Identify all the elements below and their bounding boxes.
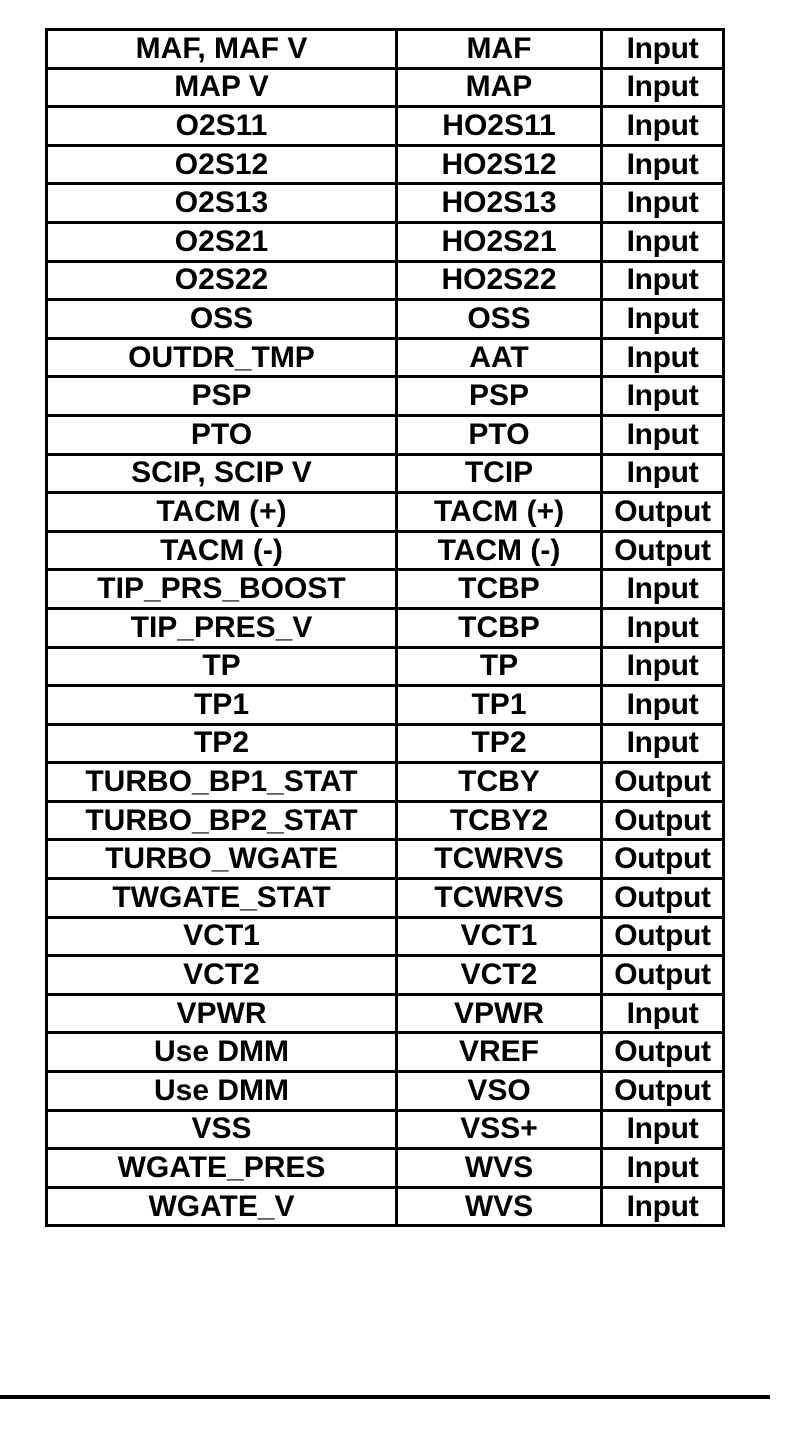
direction-cell: Input xyxy=(602,30,724,69)
pin-cell: TCWRVS xyxy=(397,879,602,918)
direction-cell: Output xyxy=(602,1072,724,1111)
table-row xyxy=(47,145,724,184)
direction-cell: Input xyxy=(602,377,724,416)
table-row xyxy=(47,840,724,879)
direction-cell: Input xyxy=(602,68,724,107)
table-row xyxy=(47,454,724,493)
table-row xyxy=(47,994,724,1033)
signal-cell: Use DMM xyxy=(47,1072,397,1111)
pin-cell: TCBP xyxy=(397,608,602,647)
direction-cell: Output xyxy=(602,956,724,995)
signal-cell: VCT2 xyxy=(47,956,397,995)
signal-cell: O2S12 xyxy=(47,145,397,184)
table-row xyxy=(47,531,724,570)
direction-cell: Output xyxy=(602,1033,724,1072)
pin-cell: VSO xyxy=(397,1072,602,1111)
signal-cell: TACM (-) xyxy=(47,531,397,570)
pin-cell: AAT xyxy=(397,338,602,377)
pin-cell: VREF xyxy=(397,1033,602,1072)
direction-cell: Input xyxy=(602,1149,724,1188)
signal-cell: TACM (+) xyxy=(47,493,397,532)
bottom-rule xyxy=(0,1395,770,1399)
pin-cell: WVS xyxy=(397,1149,602,1188)
direction-cell: Input xyxy=(602,1110,724,1149)
direction-cell: Input xyxy=(602,107,724,146)
pin-cell: TCIP xyxy=(397,454,602,493)
signal-cell: TP xyxy=(47,647,397,686)
direction-cell: Input xyxy=(602,724,724,763)
direction-cell: Input xyxy=(602,261,724,300)
table-row xyxy=(47,493,724,532)
direction-cell: Input xyxy=(602,686,724,725)
signal-cell: OUTDR_TMP xyxy=(47,338,397,377)
signal-cell: O2S22 xyxy=(47,261,397,300)
table-row xyxy=(47,763,724,802)
signal-cell: TURBO_BP2_STAT xyxy=(47,801,397,840)
signal-cell: SCIP, SCIP V xyxy=(47,454,397,493)
pin-cell: MAP xyxy=(397,68,602,107)
pin-cell: TP2 xyxy=(397,724,602,763)
direction-cell: Input xyxy=(602,454,724,493)
pin-cell: HO2S22 xyxy=(397,261,602,300)
direction-cell: Input xyxy=(602,647,724,686)
table-row xyxy=(47,608,724,647)
table-row xyxy=(47,1149,724,1188)
table-row xyxy=(47,377,724,416)
pin-cell: HO2S13 xyxy=(397,184,602,223)
pin-cell: VCT1 xyxy=(397,917,602,956)
pid-table-body xyxy=(47,30,724,1226)
pin-cell: MAF xyxy=(397,30,602,69)
table-row xyxy=(47,724,724,763)
direction-cell: Input xyxy=(602,145,724,184)
signal-cell: MAP V xyxy=(47,68,397,107)
direction-cell: Output xyxy=(602,493,724,532)
signal-cell: OSS xyxy=(47,300,397,339)
signal-cell: O2S21 xyxy=(47,222,397,261)
pin-cell: TCWRVS xyxy=(397,840,602,879)
table-row xyxy=(47,415,724,454)
direction-cell: Output xyxy=(602,531,724,570)
table-row xyxy=(47,222,724,261)
signal-cell: PSP xyxy=(47,377,397,416)
table-row xyxy=(47,68,724,107)
table-row xyxy=(47,1072,724,1111)
signal-cell: TWGATE_STAT xyxy=(47,879,397,918)
pin-cell: TCBY2 xyxy=(397,801,602,840)
table-row xyxy=(47,686,724,725)
table-row xyxy=(47,801,724,840)
pin-cell: OSS xyxy=(397,300,602,339)
direction-cell: Input xyxy=(602,1187,724,1226)
pin-cell: VCT2 xyxy=(397,956,602,995)
direction-cell: Output xyxy=(602,763,724,802)
pin-cell: HO2S11 xyxy=(397,107,602,146)
table-row xyxy=(47,1033,724,1072)
pin-cell: TP1 xyxy=(397,686,602,725)
signal-cell: VPWR xyxy=(47,994,397,1033)
signal-cell: MAF, MAF V xyxy=(47,30,397,69)
direction-cell: Output xyxy=(602,917,724,956)
table-row xyxy=(47,107,724,146)
pin-cell: PSP xyxy=(397,377,602,416)
direction-cell: Input xyxy=(602,608,724,647)
signal-cell: O2S11 xyxy=(47,107,397,146)
table-row xyxy=(47,1187,724,1226)
signal-cell: TP1 xyxy=(47,686,397,725)
signal-cell: VSS xyxy=(47,1110,397,1149)
signal-cell: WGATE_V xyxy=(47,1187,397,1226)
direction-cell: Output xyxy=(602,879,724,918)
table-row xyxy=(47,300,724,339)
pin-cell: VSS+ xyxy=(397,1110,602,1149)
signal-cell: PTO xyxy=(47,415,397,454)
direction-cell: Output xyxy=(602,801,724,840)
pin-cell: HO2S21 xyxy=(397,222,602,261)
table-row xyxy=(47,570,724,609)
direction-cell: Input xyxy=(602,415,724,454)
direction-cell: Input xyxy=(602,570,724,609)
signal-cell: TURBO_WGATE xyxy=(47,840,397,879)
table-row xyxy=(47,879,724,918)
pin-cell: TP xyxy=(397,647,602,686)
signal-cell: TP2 xyxy=(47,724,397,763)
pin-cell: TCBP xyxy=(397,570,602,609)
pin-cell: WVS xyxy=(397,1187,602,1226)
table-row xyxy=(47,956,724,995)
signal-cell: TIP_PRS_BOOST xyxy=(47,570,397,609)
pin-cell: TCBY xyxy=(397,763,602,802)
direction-cell: Input xyxy=(602,184,724,223)
table-row xyxy=(47,184,724,223)
direction-cell: Input xyxy=(602,222,724,261)
signal-cell: WGATE_PRES xyxy=(47,1149,397,1188)
pin-cell: HO2S12 xyxy=(397,145,602,184)
direction-cell: Output xyxy=(602,840,724,879)
pid-signal-table xyxy=(45,28,725,1227)
pin-cell: TACM (-) xyxy=(397,531,602,570)
signal-cell: Use DMM xyxy=(47,1033,397,1072)
table-row xyxy=(47,30,724,69)
table-row xyxy=(47,1110,724,1149)
direction-cell: Input xyxy=(602,338,724,377)
signal-cell: O2S13 xyxy=(47,184,397,223)
pin-cell: VPWR xyxy=(397,994,602,1033)
signal-cell: TIP_PRES_V xyxy=(47,608,397,647)
pin-cell: TACM (+) xyxy=(397,493,602,532)
direction-cell: Input xyxy=(602,300,724,339)
table-row xyxy=(47,261,724,300)
pin-cell: PTO xyxy=(397,415,602,454)
table-row xyxy=(47,917,724,956)
direction-cell: Input xyxy=(602,994,724,1033)
table-row xyxy=(47,647,724,686)
signal-cell: TURBO_BP1_STAT xyxy=(47,763,397,802)
signal-cell: VCT1 xyxy=(47,917,397,956)
table-row xyxy=(47,338,724,377)
